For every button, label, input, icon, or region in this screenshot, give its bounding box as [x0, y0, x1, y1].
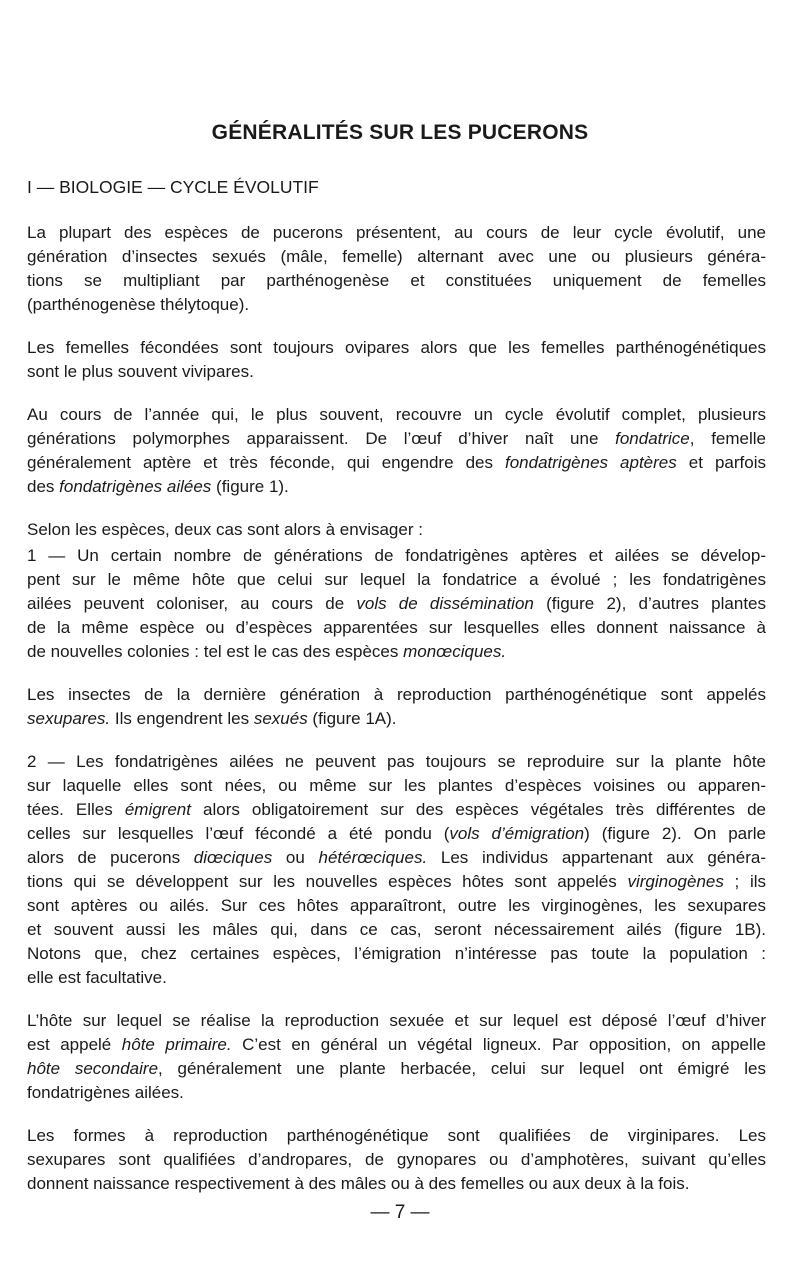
text-line: [27, 1124, 766, 1148]
text-segment: sexupares sont qualifiées d’andropares, de gynopares ou d’amphotères, suivant qu’elles: [27, 1150, 766, 1169]
text-line: [27, 245, 766, 269]
text-segment: alors obligatoirement sur des espèces végétales très différentes de: [190, 800, 767, 819]
text-line: [27, 942, 766, 966]
text-line: [27, 846, 766, 870]
italic-term: hôte secondaire: [27, 1059, 159, 1078]
text-segment: Les formes à reproduction parthénogénétique sont qualifiées de virginipares. Les: [27, 1126, 766, 1145]
text-segment: elle est facultative.: [27, 968, 167, 987]
text-line: [27, 451, 766, 475]
text-line: [27, 544, 766, 568]
text-segment: (figure 2), d’autres plantes: [533, 594, 767, 613]
text-line: [27, 1081, 766, 1105]
paragraph: [27, 1009, 766, 1105]
italic-term: virginogènes: [627, 872, 724, 891]
paragraph: [27, 518, 766, 542]
text-line: [27, 1148, 766, 1172]
text-segment: Ils engendrent les: [110, 709, 254, 728]
text-line: [27, 1033, 766, 1057]
italic-term: hôte primaire.: [121, 1035, 232, 1054]
text-line: [27, 293, 766, 317]
text-segment: fondatrigènes ailées.: [27, 1083, 184, 1102]
text-segment: , femelle: [689, 429, 767, 448]
paragraph: [27, 750, 766, 990]
text-segment: 1 — Un certain nombre de générations de fondatrigènes aptères et ailées se dévelop-: [27, 546, 766, 565]
text-line: [27, 427, 766, 451]
text-line: [27, 870, 766, 894]
text-line: [27, 1057, 766, 1081]
text-line: [27, 822, 766, 846]
text-segment: La plupart des espèces de pucerons présentent, au cours de leur cycle évolutif, une: [27, 223, 766, 242]
text-line: [27, 1172, 766, 1196]
paragraph: [27, 683, 766, 731]
text-line: [27, 568, 766, 592]
text-segment: , généralement une plante herbacée, celui sur lequel ont émigré les: [158, 1059, 766, 1078]
text-segment: généralement aptère et très féconde, qui engendre des: [27, 453, 505, 472]
paragraph: [27, 403, 766, 499]
text-segment: pent sur le même hôte que celui sur lequel la fondatrice a évolué ; les fondatrigènes: [27, 570, 766, 589]
text-segment: (figure 1A).: [307, 709, 397, 728]
body-text: [27, 221, 766, 1215]
text-line: [27, 403, 766, 427]
text-line: [27, 360, 766, 384]
text-segment: sont aptères ou ailés. Sur ces hôtes apparaîtront, outre les virginogènes, les sexupares: [27, 896, 766, 915]
italic-term: vols d’émigration: [449, 824, 585, 843]
text-segment: tions se multipliant par parthénogenèse et constituées uniquement de femelles: [27, 271, 766, 290]
italic-term: émigrent: [124, 800, 191, 819]
text-segment: Les femelles fécondées sont toujours ovipares alors que les femelles parthénogénétiques: [27, 338, 766, 357]
text-segment: tions qui se développent sur les nouvelles espèces hôtes sont appelés: [27, 872, 628, 891]
text-segment: de nouvelles colonies : tel est le cas des espèces: [27, 642, 404, 661]
italic-term: sexupares.: [27, 709, 111, 728]
italic-term: vols de dissémination: [356, 594, 534, 613]
text-segment: C’est en général un végétal ligneux. Par opposition, on appelle: [231, 1035, 766, 1054]
text-segment: tées. Elles: [27, 800, 125, 819]
text-line: [27, 750, 766, 774]
text-line: [27, 592, 766, 616]
text-segment: Les insectes de la dernière génération à reproduction parthénogénétique sont appelés: [27, 685, 766, 704]
italic-term: hétérœciques.: [318, 848, 428, 867]
paragraph: [27, 1124, 766, 1196]
text-segment: génération d’insectes sexués (mâle, femelle) alternant avec une ou plusieurs généra-: [27, 247, 766, 266]
text-segment: alors de pucerons: [27, 848, 194, 867]
text-segment: donnent naissance respectivement à des mâles ou à des femelles ou aux deux à la fois.: [27, 1174, 690, 1193]
text-segment: sont le plus souvent vivipares.: [27, 362, 254, 381]
text-line: [27, 269, 766, 293]
text-line: [27, 918, 766, 942]
paragraph: [27, 336, 766, 384]
text-line: [27, 336, 766, 360]
text-segment: et souvent aussi les mâles qui, dans ce cas, seront nécessairement ailés (figure 1B).: [27, 920, 766, 939]
section-heading: I — BIOLOGIE — CYCLE ÉVOLUTIF: [27, 177, 319, 197]
page-number: — 7 —: [370, 1202, 430, 1223]
text-segment: (figure 1).: [211, 477, 289, 496]
text-segment: ; ils: [723, 872, 766, 891]
text-segment: Notons que, chez certaines espèces, l’émigration n’intéresse pas toute la population :: [27, 944, 766, 963]
text-segment: Selon les espèces, deux cas sont alors à envisager :: [27, 520, 423, 539]
text-segment: (parthénogenèse thélytoque).: [27, 295, 250, 314]
text-segment: des: [27, 477, 60, 496]
paragraph: [27, 221, 766, 317]
italic-term: fondatrice: [615, 429, 690, 448]
text-segment: sur laquelle elles sont nées, ou même sur les plantes d’espèces voisines ou apparen-: [27, 776, 766, 795]
page-title: GÉNÉRALITÉS SUR LES PUCERONS: [211, 121, 589, 145]
text-line: [27, 616, 766, 640]
text-segment: ou: [272, 848, 319, 867]
text-segment: Les individus appartenant aux généra-: [427, 848, 766, 867]
text-segment: de la même espèce ou d’espèces apparentées sur lesquelles elles donnent naissance à: [27, 618, 766, 637]
text-segment: 2 — Les fondatrigènes ailées ne peuvent pas toujours se reproduire sur la plante hôte: [27, 752, 766, 771]
text-line: [27, 798, 766, 822]
text-segment: ailées peuvent coloniser, au cours de: [27, 594, 357, 613]
text-segment: celles sur lesquelles l’œuf fécondé a été pondu (: [27, 824, 450, 843]
text-segment: ) (figure 2). On parle: [584, 824, 767, 843]
italic-term: fondatrigènes aptères: [505, 453, 677, 472]
text-line: [27, 1009, 766, 1033]
text-line: [27, 683, 766, 707]
text-line: [27, 966, 766, 990]
italic-term: fondatrigènes ailées: [59, 477, 212, 496]
text-segment: est appelé: [27, 1035, 122, 1054]
text-line: [27, 894, 766, 918]
italic-term: diœciques: [193, 848, 273, 867]
italic-term: sexués: [253, 709, 308, 728]
text-segment: et parfois: [676, 453, 766, 472]
text-line: [27, 518, 766, 542]
paragraph: [27, 544, 766, 664]
text-line: [27, 707, 766, 731]
text-line: [27, 774, 766, 798]
text-line: [27, 640, 766, 664]
text-segment: L’hôte sur lequel se réalise la reproduction sexuée et sur lequel est déposé l’œuf d’hiver: [27, 1011, 766, 1030]
text-line: [27, 221, 766, 245]
italic-term: monœciques.: [403, 642, 507, 661]
text-segment: Au cours de l’année qui, le plus souvent, recouvre un cycle évolutif complet, plusieurs: [27, 405, 766, 424]
text-segment: générations polymorphes apparaissent. De l’œuf d’hiver naît une: [27, 429, 616, 448]
text-line: [27, 475, 766, 499]
